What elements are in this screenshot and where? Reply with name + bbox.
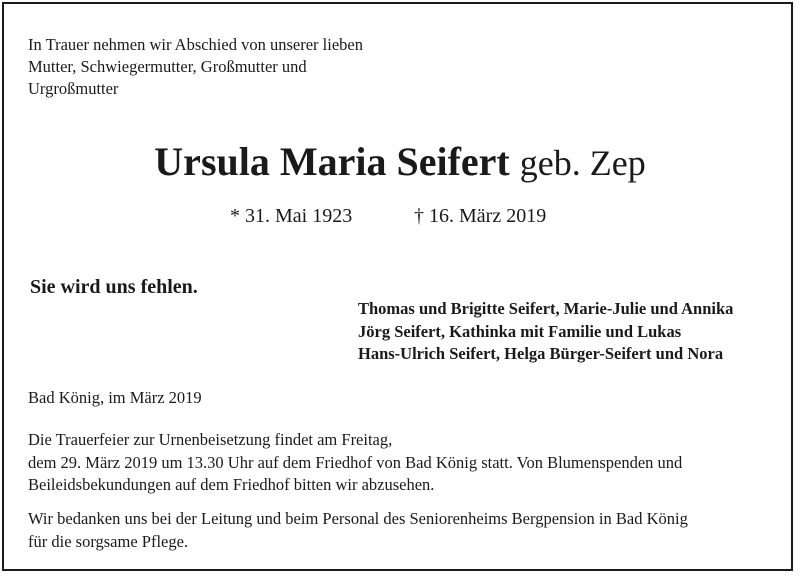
service-line: dem 29. März 2019 um 13.30 Uhr auf dem Friedhof von Bad König statt. Von Blumenspenden und (28, 452, 683, 472)
deceased-name: Ursula Maria Seifert (154, 139, 510, 184)
family-signatures (358, 298, 733, 366)
family-line: Thomas und Brigitte Seifert, Marie-Julie und Annika (358, 299, 734, 318)
family-line: Jörg Seifert, Kathinka mit Familie und Lukas (358, 321, 682, 341)
maiden-name: geb. Zep (519, 143, 646, 183)
intro-text (28, 34, 363, 100)
service-line: Die Trauerfeier zur Urnenbeisetzung findet am Freitag, (28, 430, 393, 449)
intro-line: Urgroßmutter (28, 79, 119, 98)
thanks-line: für die sorgsame Pflege. (28, 531, 189, 551)
family-line: Hans-Ulrich Seifert, Helga Bürger-Seifert und Nora (358, 344, 724, 363)
thanks-text (28, 508, 688, 553)
birth-date: * 31. Mai 1923 (230, 205, 353, 227)
deceased-name-line (0, 138, 800, 187)
service-line: Beileidsbekundungen auf dem Friedhof bitten wir abzusehen. (28, 475, 435, 494)
intro-line: Mutter, Schwiegermutter, Großmutter und (28, 57, 307, 76)
place-date: Bad König, im März 2019 (28, 388, 202, 407)
intro-line: In Trauer nehmen wir Abschied von unserer lieben (28, 35, 363, 54)
thanks-line: Wir bedanken uns bei der Leitung und beim Personal des Seniorenheims Bergpension in Bad König (28, 509, 688, 528)
farewell-text: Sie wird uns fehlen. (30, 276, 198, 298)
service-announcement (28, 429, 682, 497)
death-date: † 16. März 2019 (414, 205, 547, 227)
